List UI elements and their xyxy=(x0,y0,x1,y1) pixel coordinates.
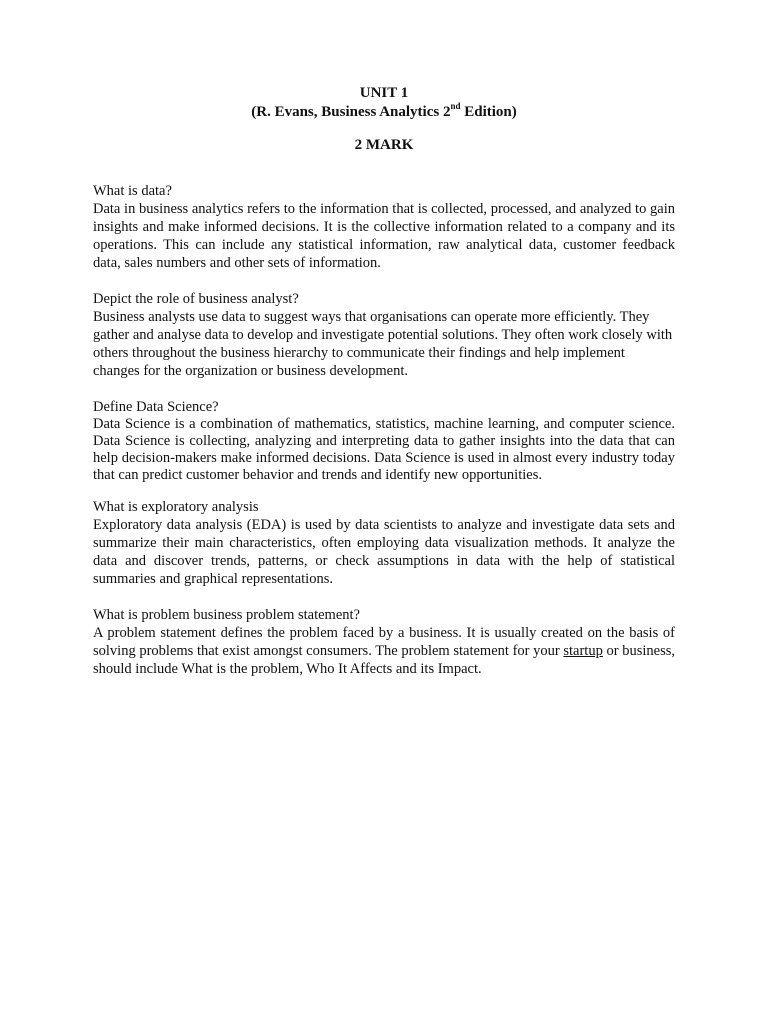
answer-business-analyst: Business analysts use data to suggest ways that organisations can operate more efficiently. They gather and analyse data to develop and investigate potential solutions. They often work closely with others throughout the business hierarchy to communicate their findings and help implement changes for the organization or business development. xyxy=(93,309,673,379)
question-problem-statement: What is problem business problem statement? xyxy=(93,607,360,623)
source-prefix: (R. Evans, Business Analytics 2 xyxy=(251,104,451,120)
source-suffix: Edition) xyxy=(460,104,517,120)
qa-exploratory-analysis xyxy=(93,498,675,588)
startup-link[interactable]: startup xyxy=(563,643,603,659)
qa-problem-statement xyxy=(93,606,675,678)
mark-heading: 2 MARK xyxy=(354,137,414,153)
question-data: What is data? xyxy=(93,183,172,199)
question-exploratory-analysis: What is exploratory analysis xyxy=(93,499,259,515)
unit-title: UNIT 1 xyxy=(359,85,409,101)
qa-business-analyst xyxy=(93,290,675,380)
question-business-analyst: Depict the role of business analyst? xyxy=(93,291,299,307)
answer-problem-statement-part1: A problem statement defines the problem faced by a business. It is usually created on the basis of solving problems that exist amongst consumers. The problem statement for your xyxy=(93,625,675,659)
qa-data xyxy=(93,182,675,272)
answer-problem-statement-part2: or business, should include What is the problem, Who It Affects and its Impact. xyxy=(93,643,675,677)
edition-superscript: nd xyxy=(450,101,461,111)
answer-problem-statement xyxy=(93,624,675,678)
answer-exploratory-analysis: Exploratory data analysis (EDA) is used by data scientists to analyze and investigate data sets and summarize their main characteristics, often employing data visualization methods. It analyze the data and discover trends, patterns, or check assumptions in data with the help of statistical summaries and graphical representations. xyxy=(93,517,675,587)
qa-data-science xyxy=(93,398,675,484)
answer-data: Data in business analytics refers to the information that is collected, processed, and analyzed to gain insights and make informed decisions. It is the collective information related to a company and its operations. This can include any statistical information, raw analytical data, customer feedback data, sales numbers and other sets of information. xyxy=(93,201,675,271)
document-page xyxy=(93,84,675,678)
source-reference xyxy=(93,103,675,122)
answer-data-science: Data Science is a combination of mathematics, statistics, machine learning, and computer science. Data Science is collecting, analyzing and interpreting data to gather insights into the data that can help decision-makers make informed decisions. Data Science is used in almost every industry today that can predict customer behavior and trends and identify new opportunities. xyxy=(93,416,675,483)
question-data-science: Define Data Science? xyxy=(93,399,219,415)
